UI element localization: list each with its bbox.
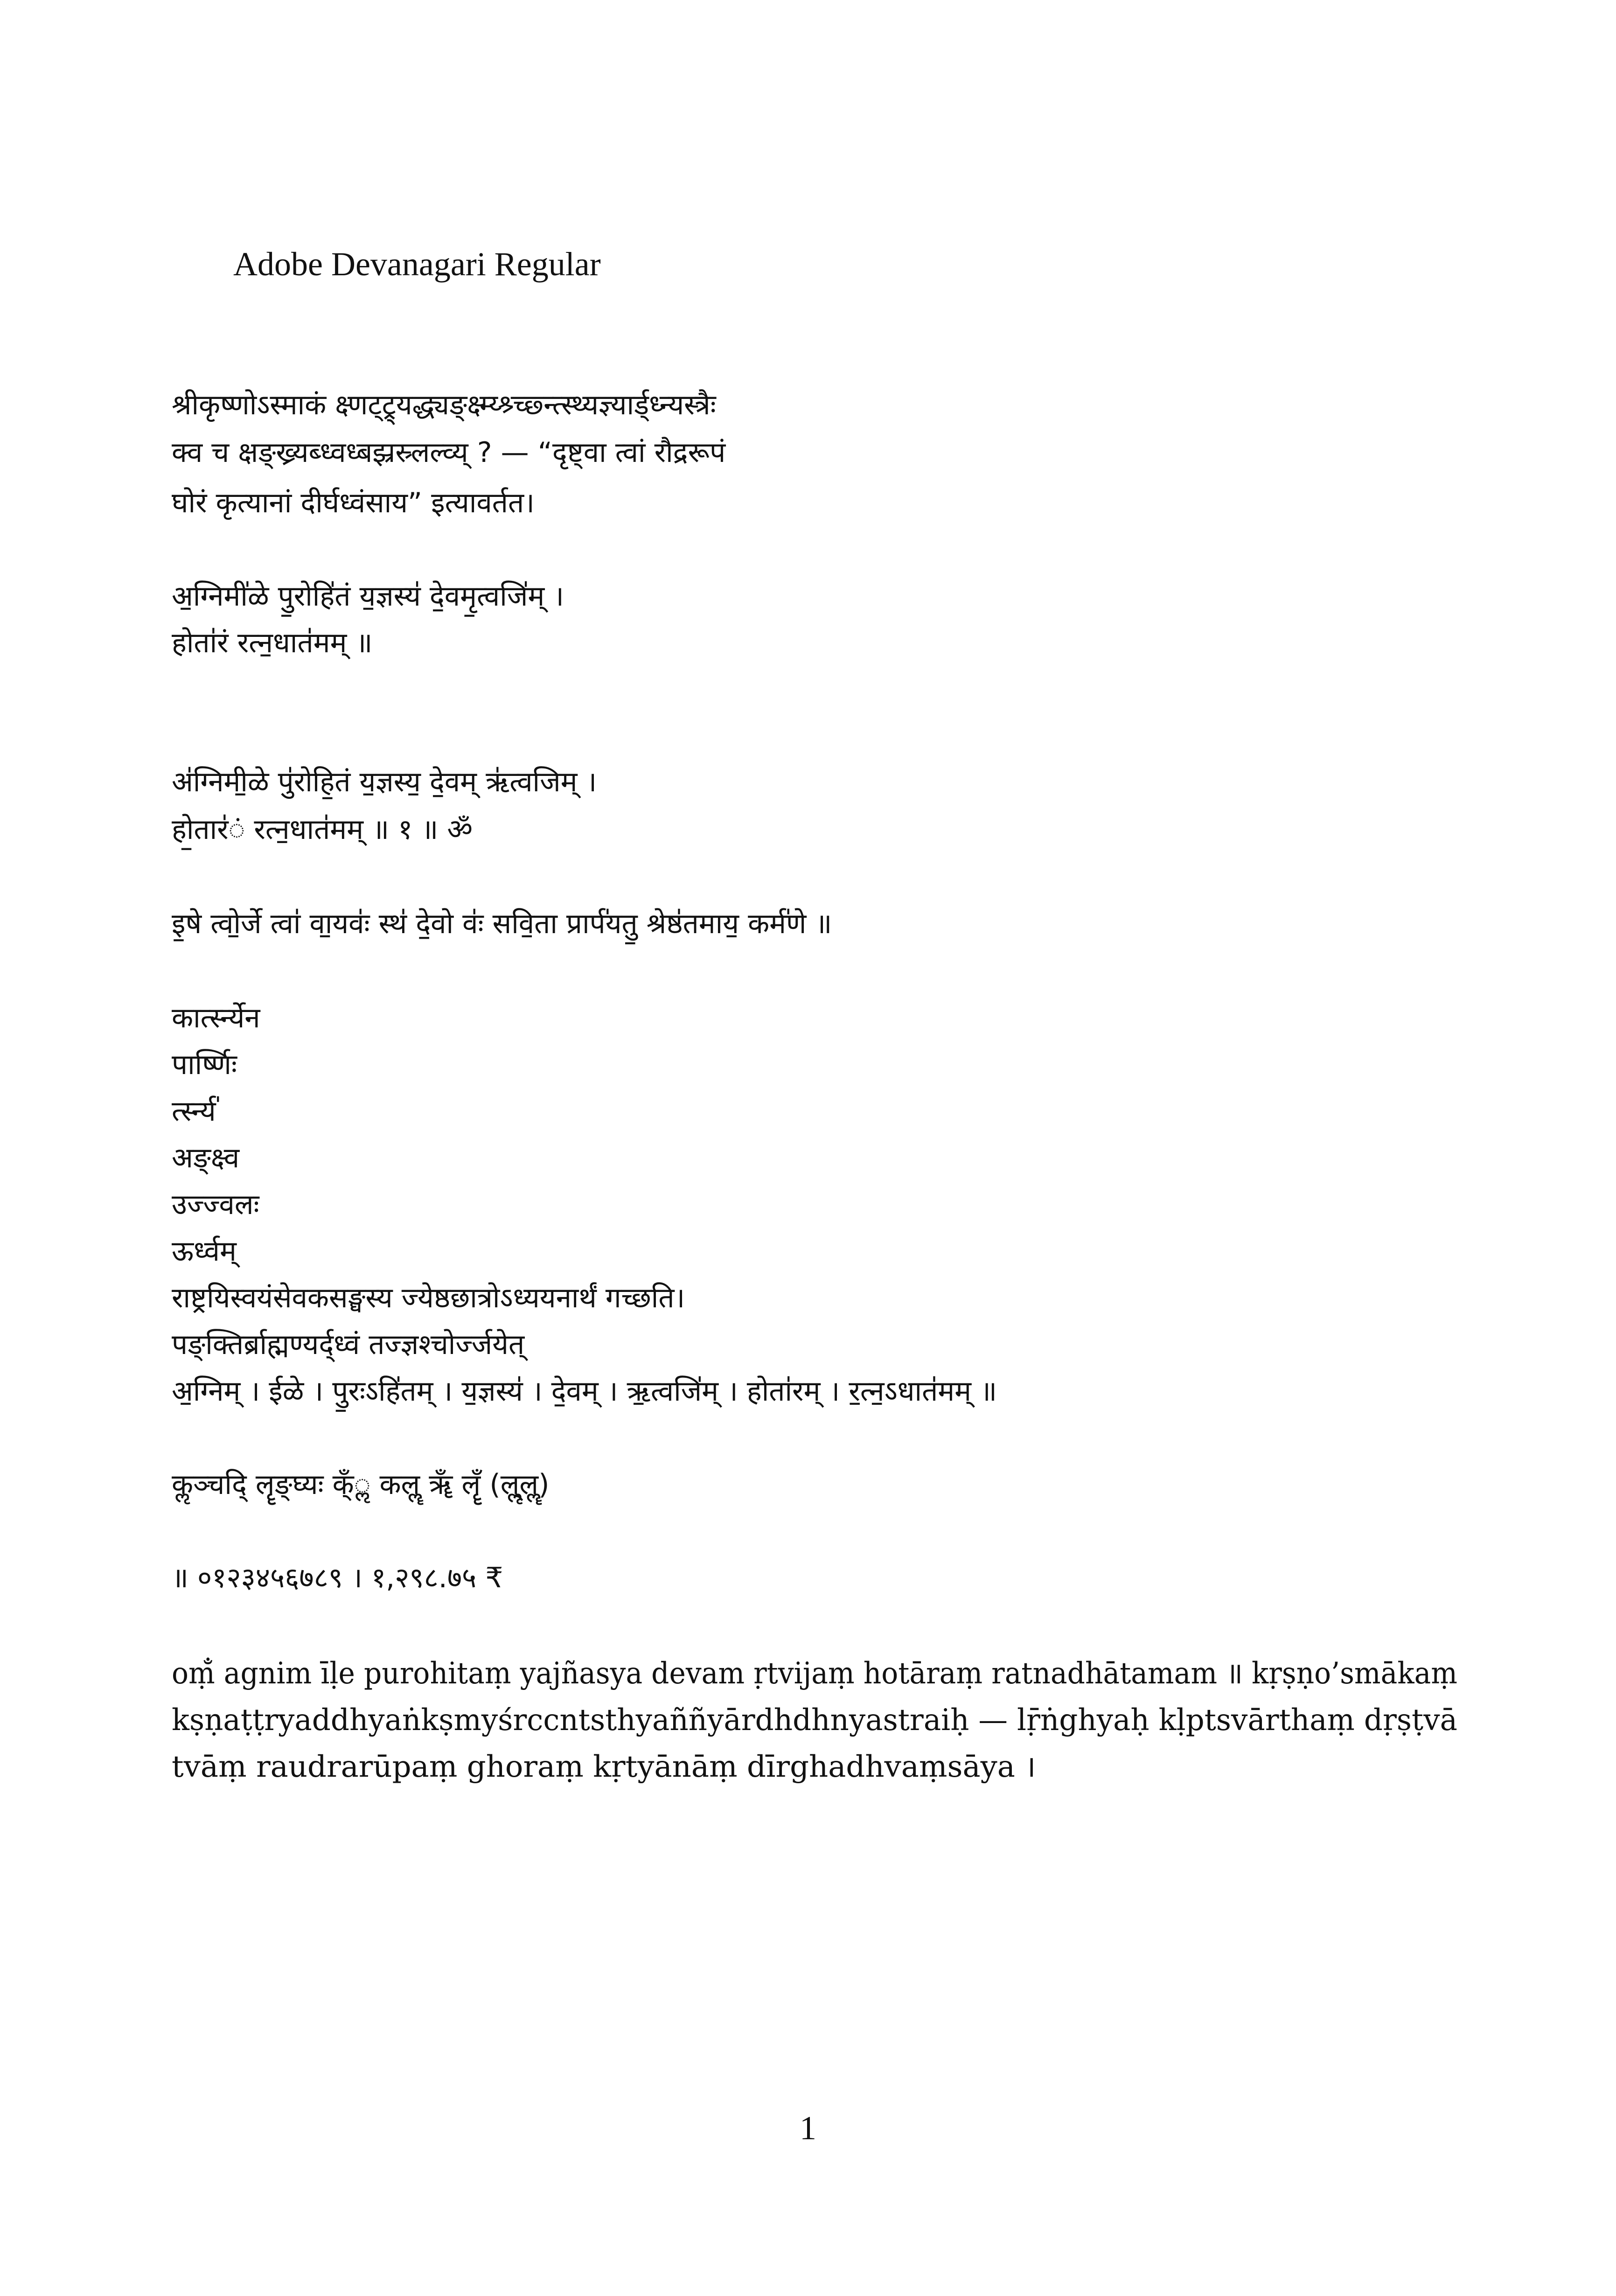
- word-list-item: र्त्स्न्य॑: [172, 1095, 216, 1128]
- page-number: 1: [800, 2109, 816, 2147]
- transliteration-line-3: tvāṃ raudrarūpaṃ ghoraṃ kṛtyānāṃ dīrghadhvaṃsāya ।: [172, 1750, 1036, 1784]
- vedic-verse-3: इ॒षे त्वो॒र्जे त्वा॑ वा॒यवः॑ स्थ॑ दे॒वो वः॑ सवि॒ता प्रार्प॑यतु॒ श्रेष्ठ॑तमाय॒ कर्म॑णे ॥: [172, 907, 832, 940]
- font-name-heading: Adobe Devanagari Regular: [233, 245, 601, 283]
- word-list-item: पार्ष्णिः: [172, 1048, 237, 1081]
- vedic-verse-2-line-2: हो॒तार॑ं रत्न॒धात॑मम् ॥ १ ॥ ॐ: [172, 813, 473, 846]
- transliteration-line-1: oṃ̐ agnim īḷe purohitaṃ yajñasya devam ṛtvijaṃ hotāraṃ ratnadhātamam ॥ kṛṣṇo’smākaṃ: [172, 1656, 1458, 1691]
- word-list-item: अङ्क्ष्व: [172, 1142, 240, 1174]
- vedic-verse-1-line-2: होता॑रं रत्न॒धात॑मम् ॥: [172, 627, 373, 659]
- word-list-item: उज्ज्वलः: [172, 1188, 259, 1221]
- vowel-signs-line: कॢञ्चदि् लॄङ्घ्यः क्ँॢ कलॣ ॠँ लॄँ (लॢ्लॣ): [172, 1468, 550, 1501]
- word-list-item: ऊर्ध्वम्: [172, 1235, 237, 1268]
- transliteration-line-2: kṣṇaṭṭryaddhyaṅkṣmyśrccntsthyaññyārdhdhnyastraiḥ — lṝṅghyaḥ kḷptsvārthaṃ dṛṣṭvā: [172, 1703, 1457, 1738]
- sanskrit-paragraph-line-3: घोरं कृत्यानां दीर्घध्वंसाय” इत्यावर्तत।: [172, 487, 535, 519]
- word-list-item: कार्त्स्न्येन: [172, 1002, 260, 1034]
- vedic-verse-1-line-1: अ॒ग्निमी॑ळे पु॒रोहि॑तं य॒ज्ञस्य॑ दे॒वमृ॒त्वजि॑म् ।: [172, 580, 564, 613]
- word-list-item: पङ्क्तिर्ब्राह्मण्यर्द्ध्वं तज्ज्ञश्चोर्ज्जयेत्: [172, 1328, 525, 1361]
- word-list-item: अ॒ग्निम् । ईळे । पु॒रःऽहि॑तम् । य॒ज्ञस्य॑ । दे॒वम् । ऋ॒त्वजि॑म् । होता॑रम् । र॒त्न॒ऽधात॑मम् ॥: [172, 1375, 997, 1408]
- numerals-line: ॥ ०१२३४५६७८९ । १,२९८.७५ ₹: [172, 1562, 503, 1594]
- vedic-verse-2-line-1: अ॑ग्निमी॒ळे पु॑रोहि॒तं य॒ज्ञस्य॒ दे॒वम् ऋ॑त्वजिम् ।: [172, 766, 597, 798]
- word-list-item: राष्ट्रयिस्वयंसेवकसङ्घस्य ज्येष्ठछात्रोऽध्ययनार्थं गच्छति।: [172, 1282, 685, 1314]
- sanskrit-paragraph-line-1: श्रीकृष्णोऽस्माकं क्ष्णट्ट्र्यद्ध्यङ्क्ष्म्य्श्र्च्छ्न्त्स्थ्यज्ञ्यार्ड्ध्न्यस्त्रैः: [172, 389, 716, 421]
- sanskrit-paragraph-line-2: क्व च क्षङ्ख्र्यब्ध्वध्बझ्रस्र्लल्व्य् ? — “दृष्ट्वा त्वां रौद्ररूपं: [172, 436, 726, 469]
